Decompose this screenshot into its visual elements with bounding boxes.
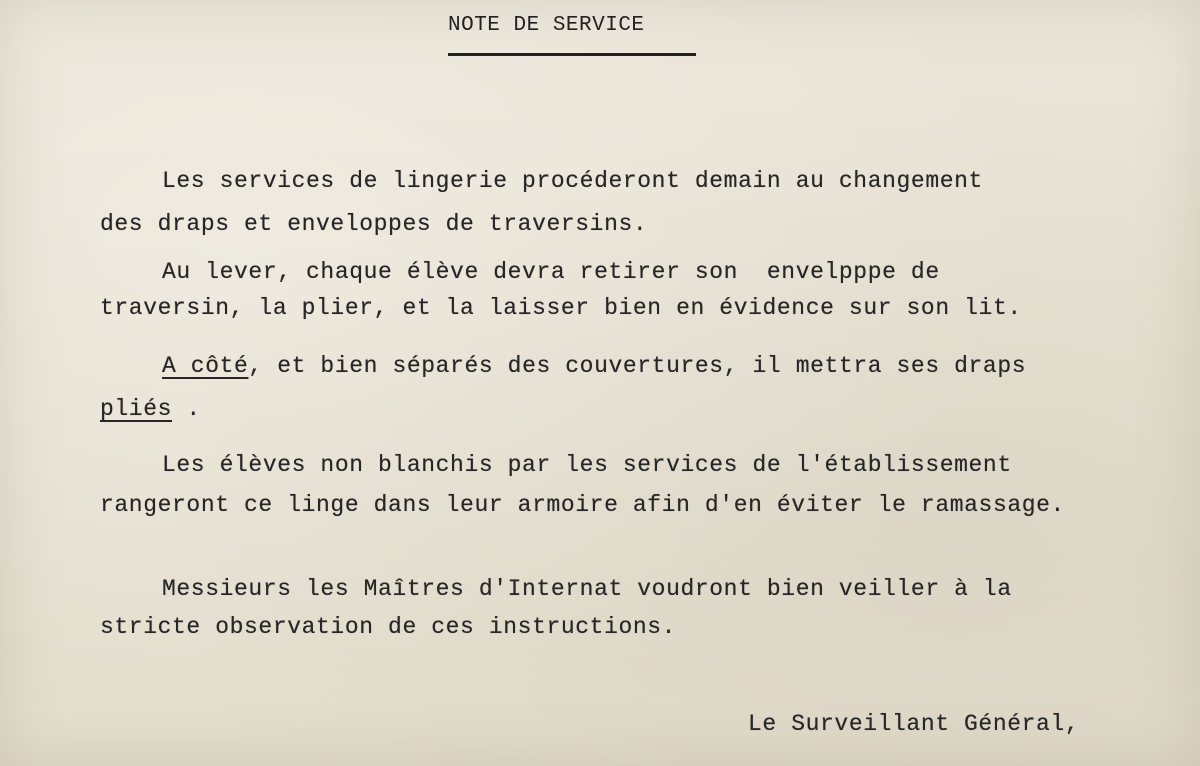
para3-line1 [162,353,1026,379]
para3-line2 [100,396,201,422]
signature: Le Surveillant Général, [748,711,1080,737]
para4-line1: Les élèves non blanchis par les services de l'établissement [162,452,1012,478]
underlined-a-cote: A côté [162,353,249,379]
para5-line1: Messieurs les Maîtres d'Internat voudront bien veiller à la [162,576,1012,602]
underlined-plies: pliés [100,396,173,422]
document-title: NOTE DE SERVICE [448,14,645,37]
title-underline [448,53,696,56]
para5-line2: stricte observation de ces instructions. [100,614,677,640]
para1-line2: des draps et enveloppes de traversins. [100,211,648,237]
para4-line2: rangeront ce linge dans leur armoire afin d'en éviter le ramassage. [100,492,1065,518]
para2-line1: Au lever, chaque élève devra retirer son envelpppe de [162,259,940,285]
para3-line2-rest: . [172,396,201,422]
para2-line2: traversin, la plier, et la laisser bien en évidence sur son lit. [100,295,1022,321]
para3-line1-rest: , et bien séparés des couvertures, il mettra ses draps [248,353,1027,379]
para1-line1: Les services de lingerie procéderont demain au changement [162,168,983,194]
